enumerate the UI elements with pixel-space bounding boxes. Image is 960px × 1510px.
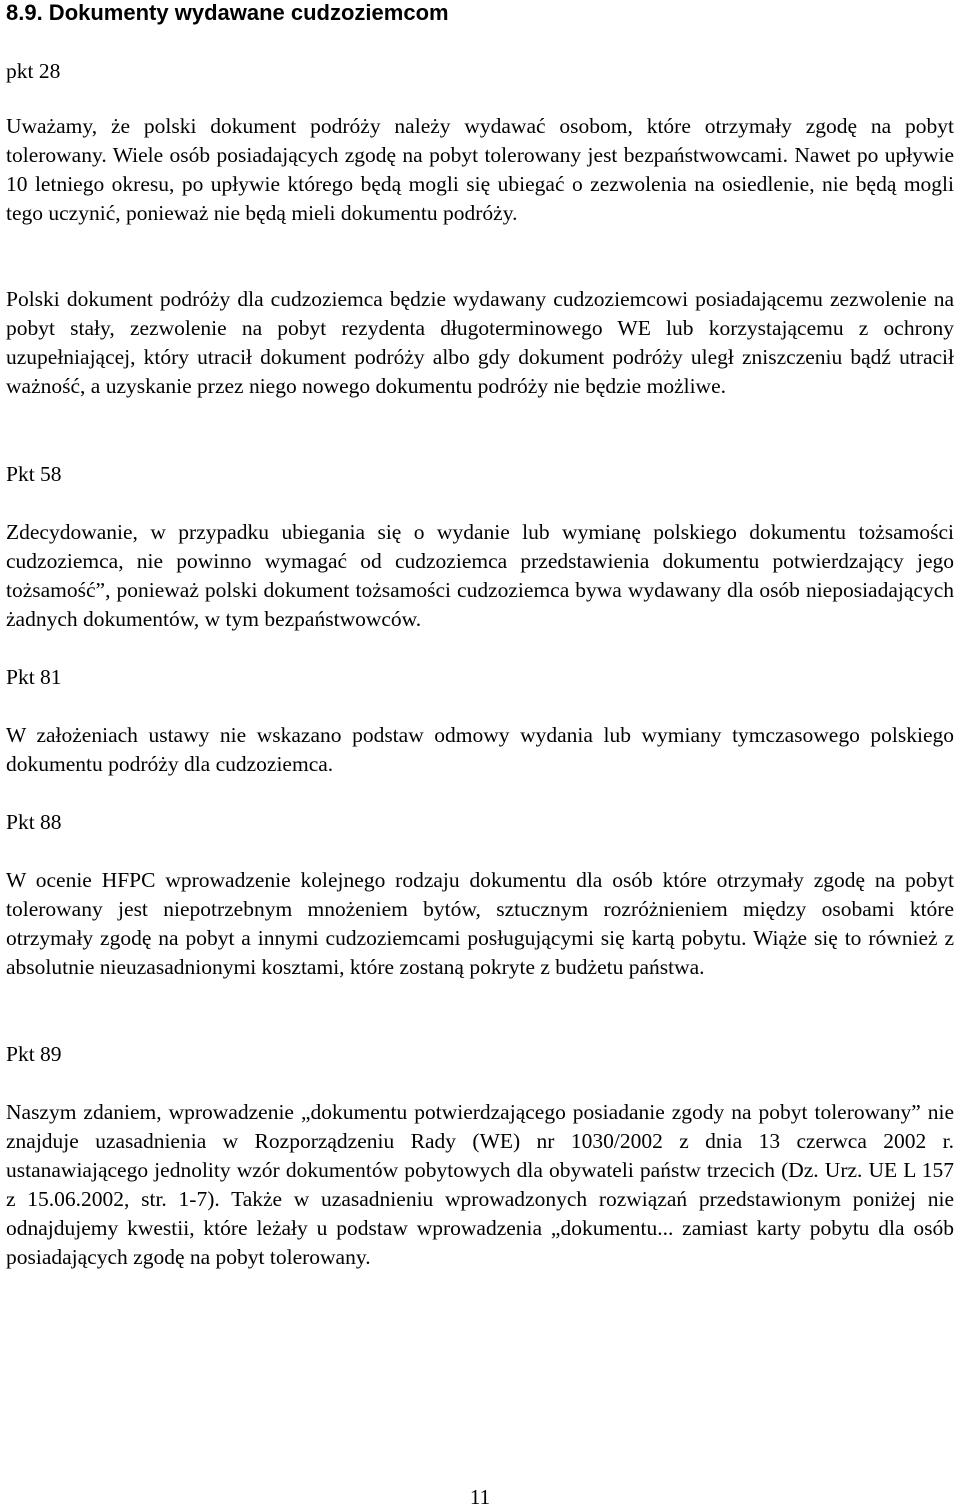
paragraph-pkt-28-1: Uważamy, że polski dokument podróży należy wydawać osobom, które otrzymały zgodę na pobyt tolerowany. Wiele osób posiadających zgodę na pobyt tolerowany jest bezpaństwowcami. Nawet po upływie 10 letniego okresu, po upływie którego będą mogli się ubiegać o zezwolenia na osiedlenie, nie będą mogli tego uczynić, ponieważ nie będą mieli dokumentu podróży. — [6, 114, 954, 225]
paragraph-pkt-58: Zdecydowanie, w przypadku ubiegania się o wydanie lub wymianę polskiego dokumentu tożsamości cudzoziemca, nie powinno wymagać od cudzoziemca przedstawienia dokumentu potwierdzający jego tożsamość”, ponieważ polski dokument tożsamości cudzoziemca bywa wydawany dla osób nieposiadających żadnych dokumentów, w tym bezpaństwowców. — [6, 520, 954, 631]
paragraph-pkt-88: W ocenie HFPC wprowadzenie kolejnego rodzaju dokumentu dla osób które otrzymały zgodę na pobyt tolerowany jest niepotrzebnym mnożeniem bytów, sztucznym rozróżnieniem między osobami które otrzymały zgodę na pobyt a innymi cudzoziemcami posługującymi się kartą pobytu. Wiąże się to również z absolutnie nieuzasadnionymi kosztami, które zostaną pokryte z budżetu państwa. — [6, 868, 954, 979]
paragraph-pkt-81: W założeniach ustawy nie wskazano podstaw odmowy wydania lub wymiany tymczasowego polskiego dokumentu podróży dla cudzoziemca. — [6, 723, 954, 776]
page-number: 11 — [469, 1485, 491, 1509]
section-label-pkt-58: Pkt 58 — [6, 462, 62, 486]
section-heading: 8.9. Dokumenty wydawane cudzoziemcom — [6, 0, 449, 25]
section-label-pkt-81: Pkt 81 — [6, 665, 62, 689]
section-label-pkt-88: Pkt 88 — [6, 810, 62, 834]
section-label-pkt-28: pkt 28 — [6, 59, 61, 83]
section-label-pkt-89: Pkt 89 — [6, 1042, 62, 1066]
paragraph-pkt-89: Naszym zdaniem, wprowadzenie „dokumentu potwierdzającego posiadanie zgody na pobyt tolerowany” nie znajduje uzasadnienia w Rozporządzeniu Rady (WE) nr 1030/2002 z dnia 13 czerwca 2002 r. ustanawiającego jednolity wzór dokumentów pobytowych dla obywateli państw trzecich (Dz. Urz. UE L 157 z 15.06.2002, str. 1-7). Także w uzasadnieniu wprowadzonych rozwiązań przedstawionym poniżej nie odnajdujemy kwestii, które leżały u podstaw wprowadzenia „dokumentu... zamiast karty pobytu dla osób posiadających zgodę na pobyt tolerowany. — [6, 1100, 954, 1269]
paragraph-pkt-28-2: Polski dokument podróży dla cudzoziemca będzie wydawany cudzoziemcowi posiadającemu zezwolenie na pobyt stały, zezwolenie na pobyt rezydenta długoterminowego WE lub korzystającemu z ochrony uzupełniającej, który utracił dokument podróży albo gdy dokument podróży uległ zniszczeniu bądź utracił ważność, a uzyskanie przez niego nowego dokumentu podróży nie będzie możliwe. — [6, 287, 954, 398]
